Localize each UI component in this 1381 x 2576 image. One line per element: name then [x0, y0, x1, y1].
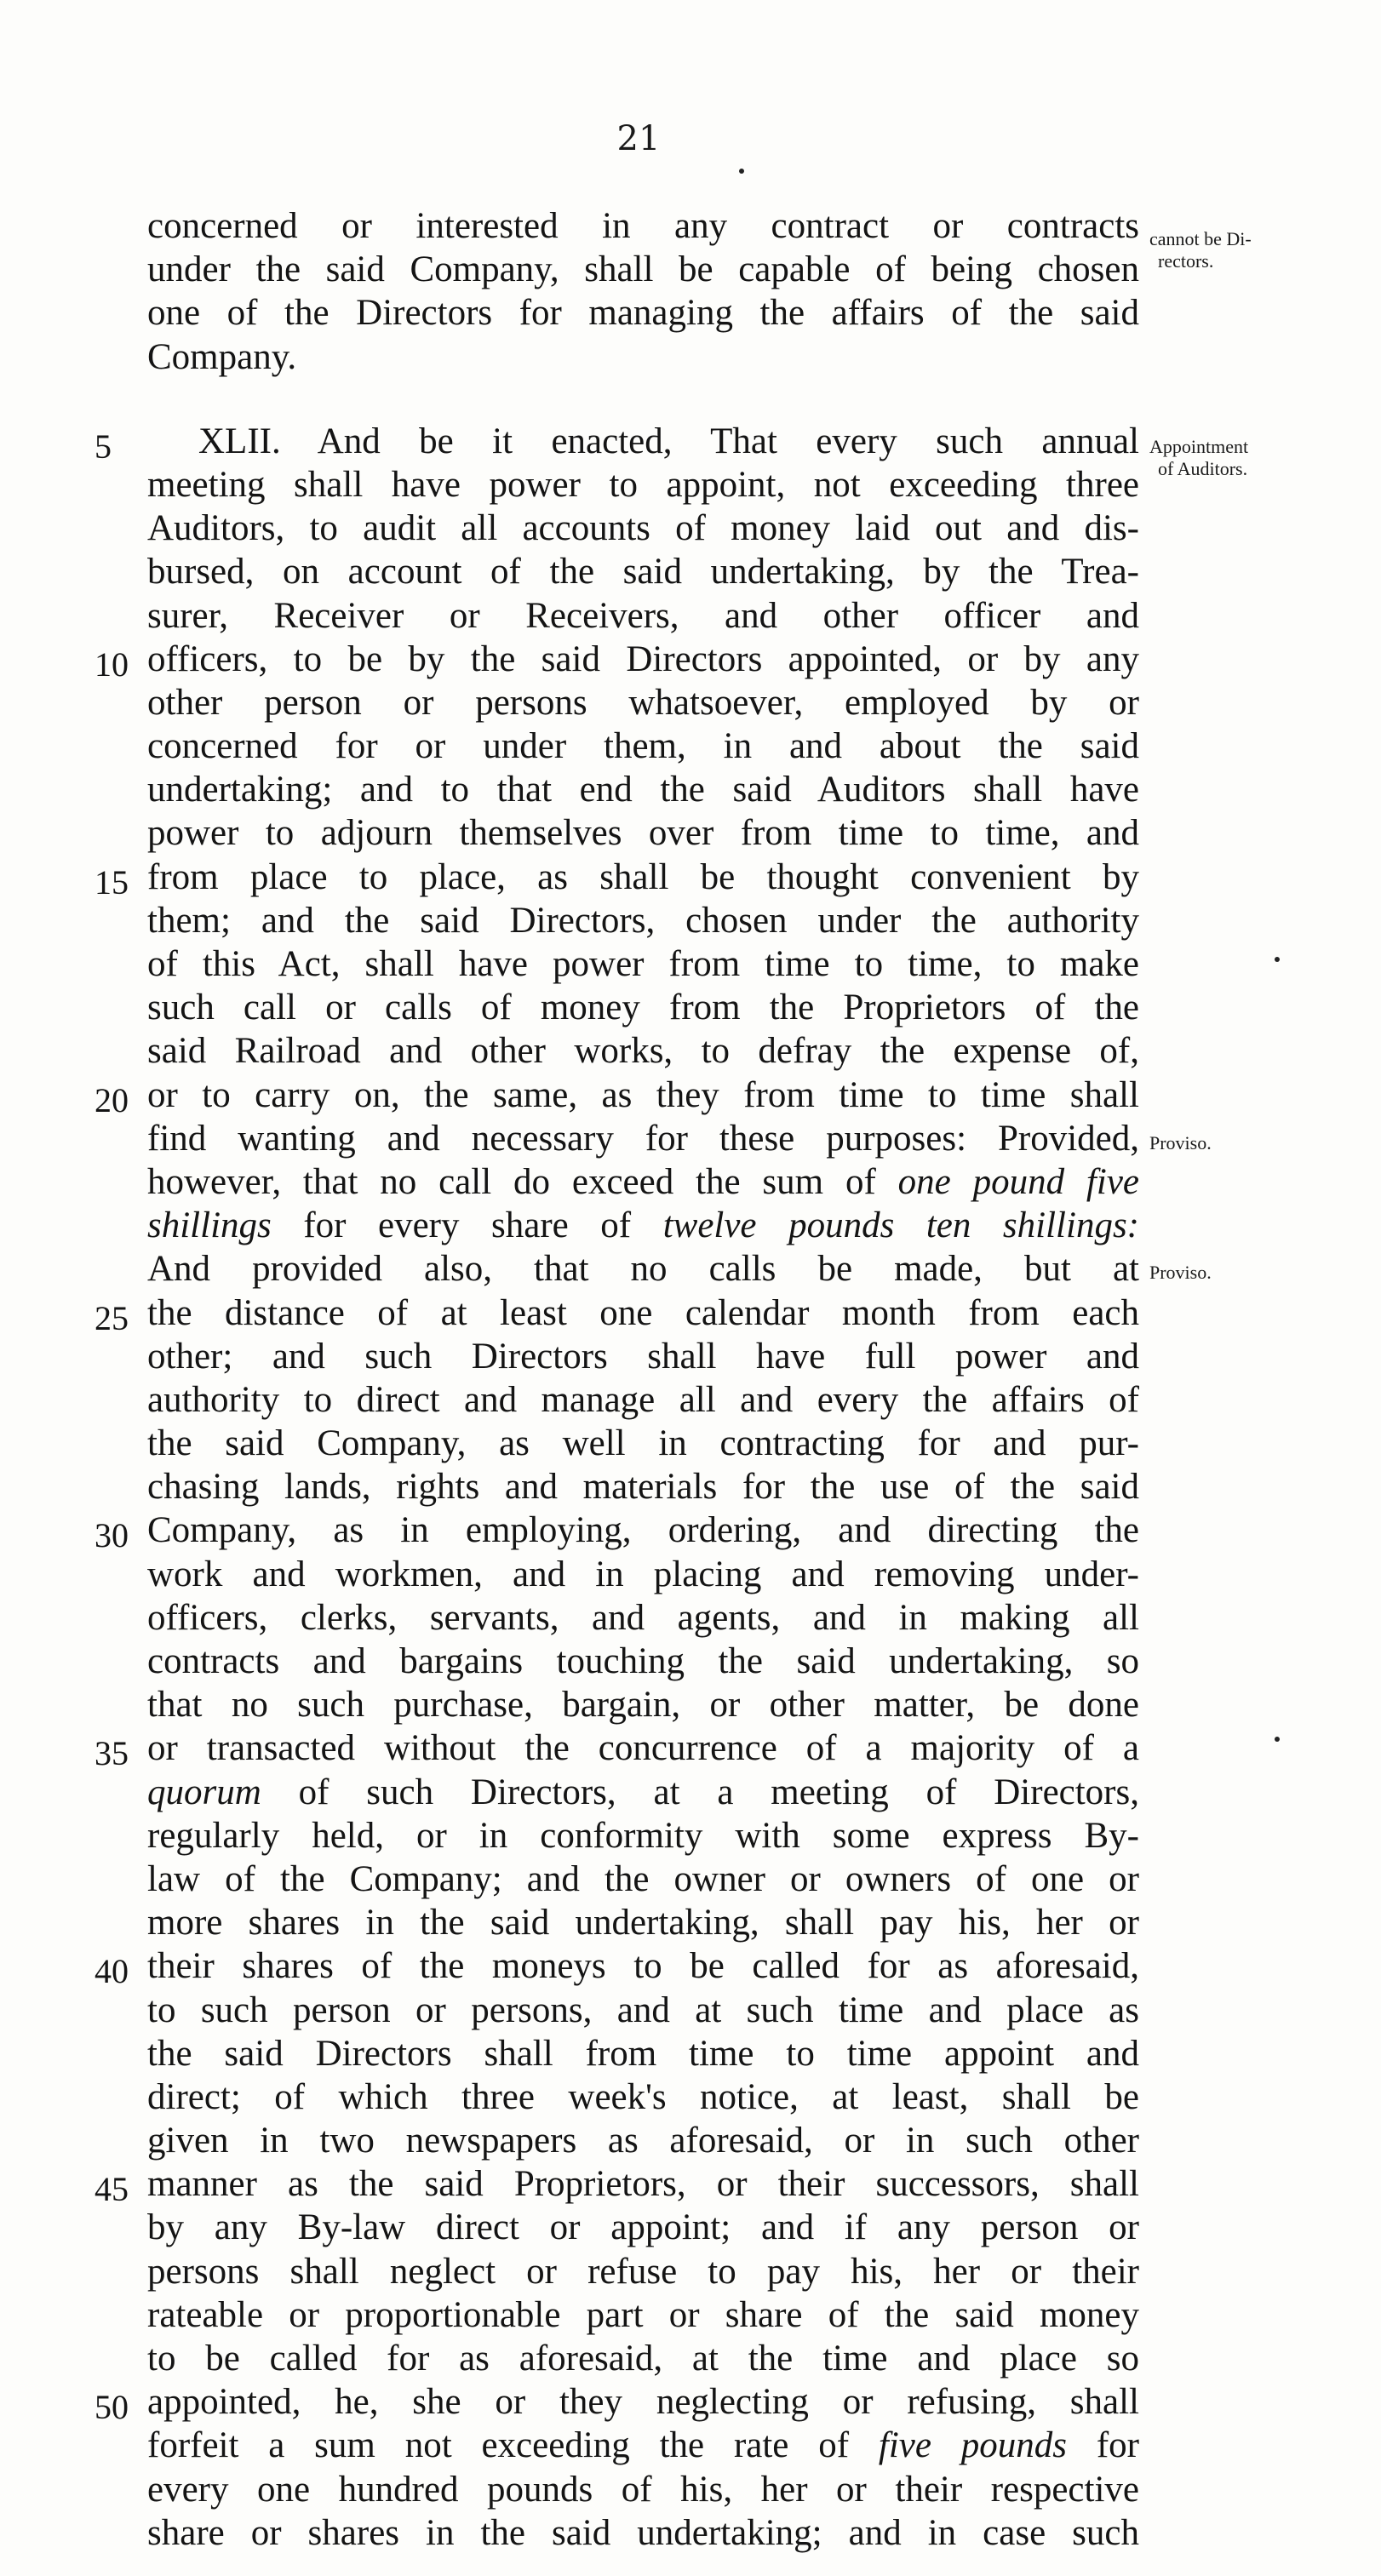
text-line: regularly held, or in conformity with some express By-: [147, 1815, 1139, 1856]
text-line: 15 from place to place, as shall be thought convenient by: [147, 856, 1139, 899]
text-line: concerned for or under them, in and about the said: [147, 726, 1139, 767]
line-number: 20: [95, 1080, 129, 1119]
text-line: such call or calls of money from the Proprietors of the: [147, 987, 1139, 1028]
text-line: 25 the distance of at least one calendar month from each: [147, 1291, 1139, 1335]
text-line: given in two newspapers as aforesaid, or in such other: [147, 2121, 1139, 2161]
text-line: meeting shall have power to appoint, not exceeding three: [147, 464, 1139, 505]
text-line: quorum of such Directors, at a meeting of Directors,: [147, 1772, 1139, 1812]
text-line: surer, Receiver or Receivers, and other officer and: [147, 595, 1139, 636]
text-line: that no such purchase, bargain, or other matter, be done: [147, 1685, 1139, 1726]
line-number: 35: [95, 1734, 129, 1773]
text-line: persons shall neglect or refuse to pay his, her or their: [147, 2251, 1139, 2292]
line-number: 40: [95, 1952, 129, 1991]
text-line: other; and such Directors shall have full power and: [147, 1336, 1139, 1377]
printing-speck: [1275, 1737, 1280, 1742]
text-line: And provided also, that no calls be made, but at: [147, 1249, 1139, 1290]
text-line: forfeit a sum not exceeding the rate of five pounds for: [147, 2425, 1140, 2466]
text-line: them; and the said Directors, chosen under the authority: [147, 900, 1139, 941]
italic-term: quorum: [147, 1772, 261, 1812]
text-line: under the said Company, shall be capable of being chosen: [147, 249, 1139, 290]
line-number: 50: [95, 2388, 129, 2427]
text-line: power to adjourn themselves over from time to time, and: [147, 813, 1139, 854]
text-line: concerned or interested in any contract or contracts: [147, 206, 1139, 246]
text-line: 30 Company, as in employing, ordering, and directing the: [147, 1508, 1139, 1552]
text-line: 10 officers, to be by the said Directors appointed, or by any: [147, 638, 1139, 681]
italic-amount: twelve pounds ten shillings:: [662, 1205, 1139, 1246]
text-line: 40 their shares of the moneys to be called for as aforesaid,: [147, 1944, 1139, 1988]
line-number: 45: [95, 2170, 129, 2209]
text-line: work and workmen, and in placing and removing under-: [147, 1554, 1139, 1594]
text-line: 35 or transacted without the concurrence of a majority of a: [147, 1726, 1139, 1770]
text-line: authority to direct and manage all and every the affairs of: [147, 1379, 1139, 1420]
text-line: find wanting and necessary for these purposes: Provided,: [147, 1118, 1139, 1159]
margin-note-proviso: Proviso.: [1149, 1132, 1212, 1153]
text-line: to such person or persons, and at such time and place as: [147, 1989, 1139, 2030]
text-line: shillings for every share of twelve pounds ten shillings:: [147, 1205, 1139, 1246]
text-line: rateable or proportionable part or share of the said money: [147, 2294, 1139, 2335]
italic-amount: five pounds: [878, 2425, 1068, 2466]
text-line: every one hundred pounds of his, her or their respective: [147, 2469, 1139, 2510]
text-line: by any By-law direct or appoint; and if any person or: [147, 2207, 1139, 2248]
text-line: the said Company, as well in contracting for and pur-: [147, 1423, 1139, 1464]
text-line: however, that no call do exceed the sum of one pound five: [147, 1161, 1139, 1202]
text-line: share or shares in the said undertaking; and in case such: [147, 2512, 1139, 2553]
body-text: [95, 204, 1140, 2555]
margin-note-line: of Auditors.: [1158, 458, 1248, 479]
margin-note-proviso: Proviso.: [1149, 1262, 1212, 1283]
margin-note-auditors: [1149, 436, 1371, 480]
page-number: 21: [616, 119, 661, 158]
text-line: the said Directors shall from time to time appoint and: [147, 2033, 1139, 2074]
printing-speck: [1275, 957, 1280, 962]
line-number: 15: [95, 862, 129, 902]
text-line: more shares in the said undertaking, shall pay his, her or: [147, 1903, 1139, 1943]
italic-amount: one pound five: [897, 1161, 1139, 1202]
text-line: direct; of which three week's notice, at least, shall be: [147, 2076, 1139, 2117]
margin-note-line: cannot be Di-: [1149, 228, 1252, 249]
text-line: law of the Company; and the owner or owners of one or: [147, 1858, 1139, 1899]
text-line: Auditors, to audit all accounts of money laid out and dis-: [147, 508, 1139, 549]
text-line: chasing lands, rights and materials for the use of the said: [147, 1467, 1139, 1508]
text-line: of this Act, shall have power from time to time, to make: [147, 944, 1139, 984]
italic-amount: shillings: [147, 1205, 272, 1246]
text-line: Company.: [147, 336, 297, 377]
text-line: officers, clerks, servants, and agents, and in making all: [147, 1597, 1139, 1638]
section-heading-line: 5 XLII. And be it enacted, That every such annual: [147, 420, 1139, 463]
text-line: bursed, on account of the said undertaking, by the Trea-: [147, 552, 1139, 592]
margin-note-directors: [1149, 228, 1371, 272]
line-number: 10: [95, 644, 129, 684]
text-line: contracts and bargains touching the said undertaking, so: [147, 1641, 1139, 1681]
text-line: undertaking; and to that end the said Auditors shall have: [147, 770, 1139, 810]
line-number: 5: [95, 426, 112, 466]
text-line: to be called for as aforesaid, at the time and place so: [147, 2338, 1139, 2379]
text-line: 45 manner as the said Proprietors, or their successors, shall: [147, 2162, 1139, 2206]
text-line: 20 or to carry on, the same, as they from time to time shall: [147, 1073, 1139, 1117]
text-line: other person or persons whatsoever, employed by or: [147, 682, 1139, 723]
margin-note-line: Appointment: [1149, 436, 1249, 457]
line-number: 25: [95, 1298, 129, 1337]
text-line: said Railroad and other works, to defray the expense of,: [147, 1031, 1139, 1072]
printing-speck: [739, 169, 744, 174]
margin-note-line: rectors.: [1158, 250, 1214, 272]
line-number: 30: [95, 1516, 129, 1555]
text-line: one of the Directors for managing the affairs of the said: [147, 293, 1139, 334]
text-line: 50 appointed, he, she or they neglecting or refusing, shall: [147, 2380, 1139, 2424]
